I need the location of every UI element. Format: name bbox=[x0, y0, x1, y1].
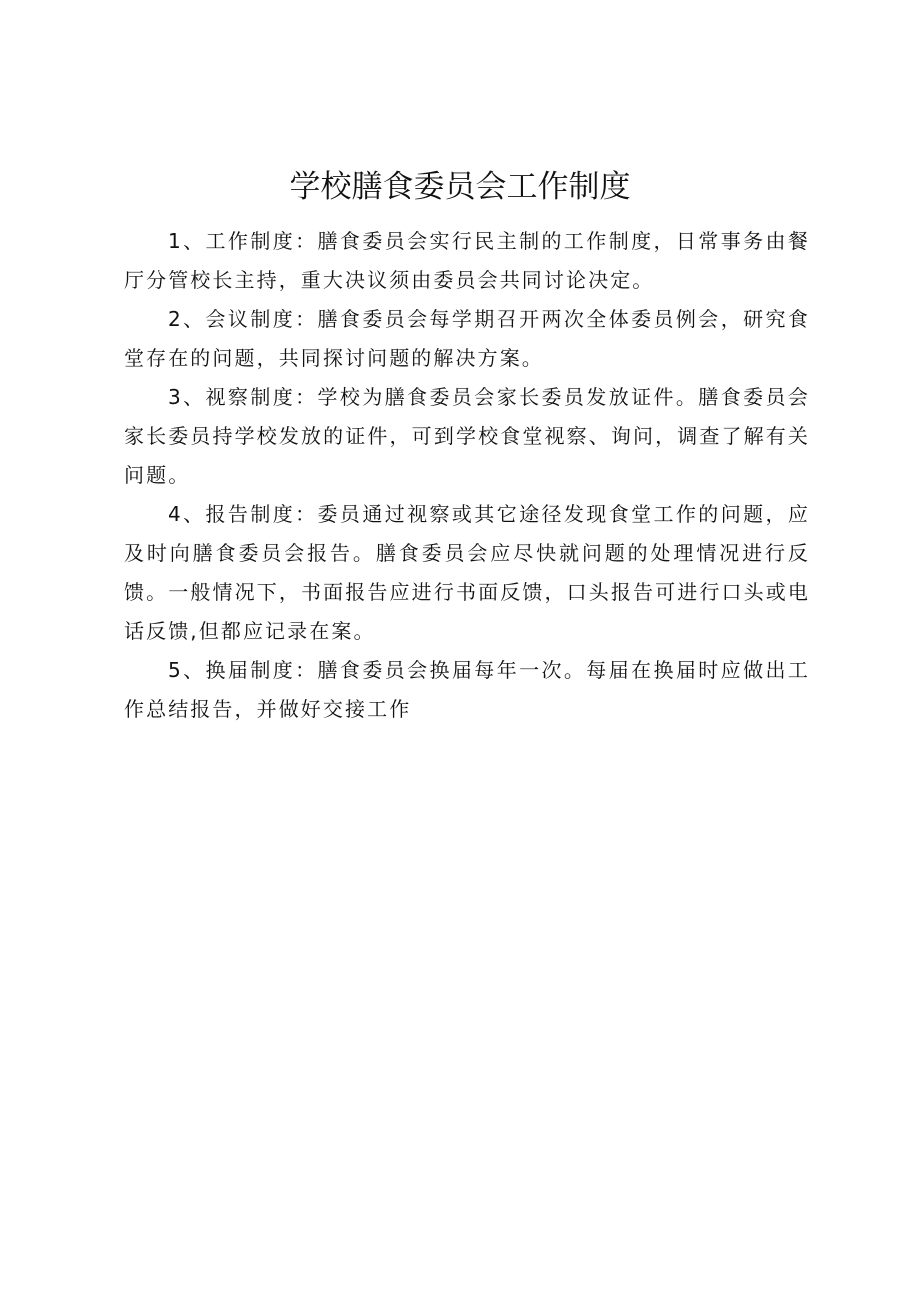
paragraph-inspection-system: 3、视察制度：学校为膳食委员会家长委员发放证件。膳食委员会家长委员持学校发放的证件，可到学校食堂视察、询问，调查了解有关问题。 bbox=[124, 385, 810, 487]
document-body bbox=[124, 222, 810, 729]
paragraph-term-change-system: 5、换届制度：膳食委员会换届每年一次。每届在换届时应做出工作总结报告，并做好交接工作 bbox=[124, 658, 810, 721]
paragraph-work-system: 1、工作制度：膳食委员会实行民主制的工作制度，日常事务由餐厅分管校长主持，重大决议须由委员会共同讨论决定。 bbox=[124, 229, 810, 292]
paragraph-meeting-system: 2、会议制度：膳食委员会每学期召开两次全体委员例会，研究食堂存在的问题，共同探讨问题的解决方案。 bbox=[124, 307, 810, 370]
document-title: 学校膳食委员会工作制度 bbox=[289, 169, 631, 205]
paragraph-reporting-system: 4、报告制度：委员通过视察或其它途径发现食堂工作的问题，应及时向膳食委员会报告。膳食委员会应尽快就问题的处理情况进行反馈。一般情况下，书面报告应进行书面反馈，口头报告可进行口头或电话反馈,但都应记录在案。 bbox=[124, 502, 810, 643]
